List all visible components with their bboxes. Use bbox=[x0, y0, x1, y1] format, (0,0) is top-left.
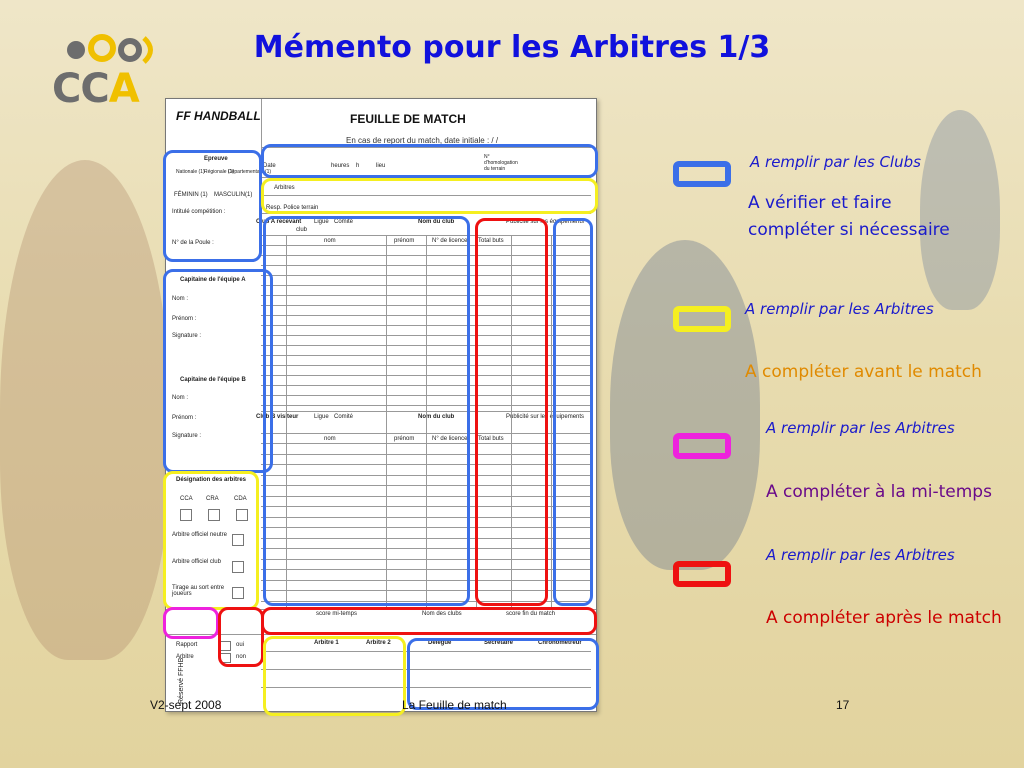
background-player-center bbox=[610, 240, 760, 570]
highlight-designation bbox=[163, 471, 259, 610]
legend-blue-swatch bbox=[673, 161, 731, 187]
arbitre1-label: Arbitre 1 bbox=[314, 640, 339, 646]
background-player-left bbox=[0, 160, 170, 660]
legend-red-line2: A compléter après le match bbox=[766, 608, 1002, 628]
score-mt-label: score mi-temps bbox=[316, 611, 358, 617]
club-a-label: Club A recevant bbox=[256, 219, 302, 225]
captain-a-nom-label: Nom : bbox=[172, 296, 189, 302]
total-buts-a-label: Total buts bbox=[478, 238, 504, 244]
score-fin-label: score fin du match bbox=[506, 611, 556, 617]
logo-text-gray: CC bbox=[52, 66, 109, 112]
date-label: Date bbox=[263, 163, 276, 169]
legend-red-line1: A remplir par les Arbitres bbox=[766, 546, 955, 564]
nom-clubs-label: Nom des clubs bbox=[422, 611, 462, 617]
oui-label: oui bbox=[236, 642, 245, 648]
club-a-num-label: club bbox=[296, 227, 308, 233]
cda-label: CDA bbox=[234, 496, 247, 502]
legend-yellow-swatch bbox=[673, 306, 731, 332]
legend-magenta-line1: A remplir par les Arbitres bbox=[766, 419, 955, 437]
total-buts-b-label: Total buts bbox=[478, 436, 504, 442]
highlight-captains bbox=[163, 269, 273, 473]
intitule-label: Intitulé compétition : bbox=[172, 209, 226, 215]
footer-center: La Feuille de match bbox=[402, 698, 507, 712]
delegue-label: Délégué bbox=[428, 640, 452, 646]
highlight-date-lieu bbox=[261, 144, 598, 178]
arbitres-label: Arbitres bbox=[274, 185, 295, 191]
highlight-mitemps bbox=[163, 607, 219, 639]
legend-yellow-line2: A compléter avant le match bbox=[745, 362, 982, 382]
poule-label: N° de la Poule : bbox=[172, 240, 214, 246]
legend-magenta-line2: A compléter à la mi-temps bbox=[766, 482, 992, 502]
lieu-label: lieu bbox=[376, 163, 386, 169]
highlight-epreuve bbox=[163, 150, 262, 262]
sheet-title: FEUILLE DE MATCH bbox=[350, 112, 466, 126]
highlight-publicite bbox=[553, 218, 593, 606]
captain-b-signature-label: Signature : bbox=[172, 433, 202, 439]
ligue-b-label: Ligue bbox=[314, 414, 329, 420]
publicite-a-label: Publicité sur les équipements bbox=[506, 219, 585, 225]
arbitre2-label: Arbitre 2 bbox=[366, 640, 391, 646]
rapport-arbitre-label: Arbitre bbox=[176, 654, 194, 660]
publicite-b-label: Publicité sur les équipements bbox=[506, 414, 585, 420]
sheet-subtitle: En cas de report du match, date initiale : / / bbox=[346, 136, 499, 145]
cra-label: CRA bbox=[206, 496, 219, 502]
highlight-arbitres bbox=[261, 178, 598, 214]
departementale-label: Départementale (1) bbox=[228, 169, 272, 175]
masculin-label: MASCULIN(1) bbox=[214, 192, 253, 198]
captain-b-prenom-label: Prénom : bbox=[172, 415, 197, 421]
nom-club-b-label: Nom du club bbox=[418, 414, 455, 420]
secretaire-label: Secrétaire bbox=[484, 640, 514, 646]
captain-a-label: Capitaine de l'équipe A bbox=[180, 277, 246, 283]
officiel-neutre-label: Arbitre officiel neutre bbox=[172, 532, 227, 538]
captain-b-nom-label: Nom : bbox=[172, 395, 189, 401]
legend-magenta-swatch bbox=[673, 433, 731, 459]
licence-b-label: N° de licence bbox=[432, 436, 468, 442]
legend-yellow-line1: A remplir par les Arbitres bbox=[745, 300, 934, 318]
h-label: h bbox=[356, 163, 360, 169]
logo-text-yellow: A bbox=[108, 66, 139, 112]
designation-label: Désignation des arbitres bbox=[176, 477, 247, 483]
prenom-b-label: prénom bbox=[394, 436, 415, 442]
comite-a-label: Comité bbox=[334, 219, 354, 225]
club-b-label: Club B visiteur bbox=[256, 414, 299, 420]
rapport-label: Rapport bbox=[176, 642, 198, 648]
officiel-club-label: Arbitre officiel club bbox=[172, 559, 221, 565]
prenom-a-label: prénom bbox=[394, 238, 415, 244]
footer-version: V2-sept 2008 bbox=[150, 698, 222, 712]
nom-b-label: nom bbox=[324, 436, 336, 442]
slide-title: Mémento pour les Arbitres 1/3 bbox=[253, 30, 771, 65]
legend-blue-line1: A remplir par les Clubs bbox=[750, 153, 921, 171]
highlight-final-score bbox=[261, 607, 597, 635]
cca-label: CCA bbox=[180, 496, 193, 502]
chronometreur-label: Chronométreur bbox=[538, 640, 582, 646]
captain-a-prenom-label: Prénom : bbox=[172, 316, 197, 322]
highlight-players bbox=[263, 216, 470, 606]
ligue-a-label: Ligue bbox=[314, 219, 329, 225]
reserve-label: Réservé FFHB bbox=[178, 657, 185, 704]
non-label: non bbox=[236, 654, 247, 660]
police-label: Resp. Police terrain bbox=[266, 205, 319, 211]
highlight-arbitres-signatures bbox=[263, 636, 406, 716]
feminin-label: FÉMININ (1) bbox=[174, 192, 208, 198]
highlight-scores bbox=[475, 218, 548, 606]
captain-a-signature-label: Signature : bbox=[172, 333, 202, 339]
nom-club-a-label: Nom du club bbox=[418, 219, 455, 225]
heures-label: heures bbox=[331, 163, 350, 169]
ff-handball-logo: FF HANDBALL bbox=[176, 109, 261, 123]
legend-blue-line2: A vérifier et faire compléter si nécessaire bbox=[748, 193, 950, 240]
legend-red-swatch bbox=[673, 561, 731, 587]
licence-a-label: N° de licence bbox=[432, 238, 468, 244]
nom-a-label: nom bbox=[324, 238, 336, 244]
regionale-label: Régionale (1) bbox=[204, 169, 235, 175]
captain-b-label: Capitaine de l'équipe B bbox=[180, 377, 246, 383]
tirage-label: Tirage au sort entre joueurs bbox=[172, 585, 225, 597]
highlight-rapport bbox=[218, 607, 264, 667]
footer-page-number: 17 bbox=[836, 698, 850, 712]
homologation-label: N° d'homologation du terrain bbox=[484, 154, 518, 172]
logo-text bbox=[52, 66, 139, 112]
comite-b-label: Comité bbox=[334, 414, 354, 420]
nationale-label: Nationale (1) bbox=[176, 169, 205, 175]
epreuve-label: Epreuve bbox=[204, 156, 228, 162]
